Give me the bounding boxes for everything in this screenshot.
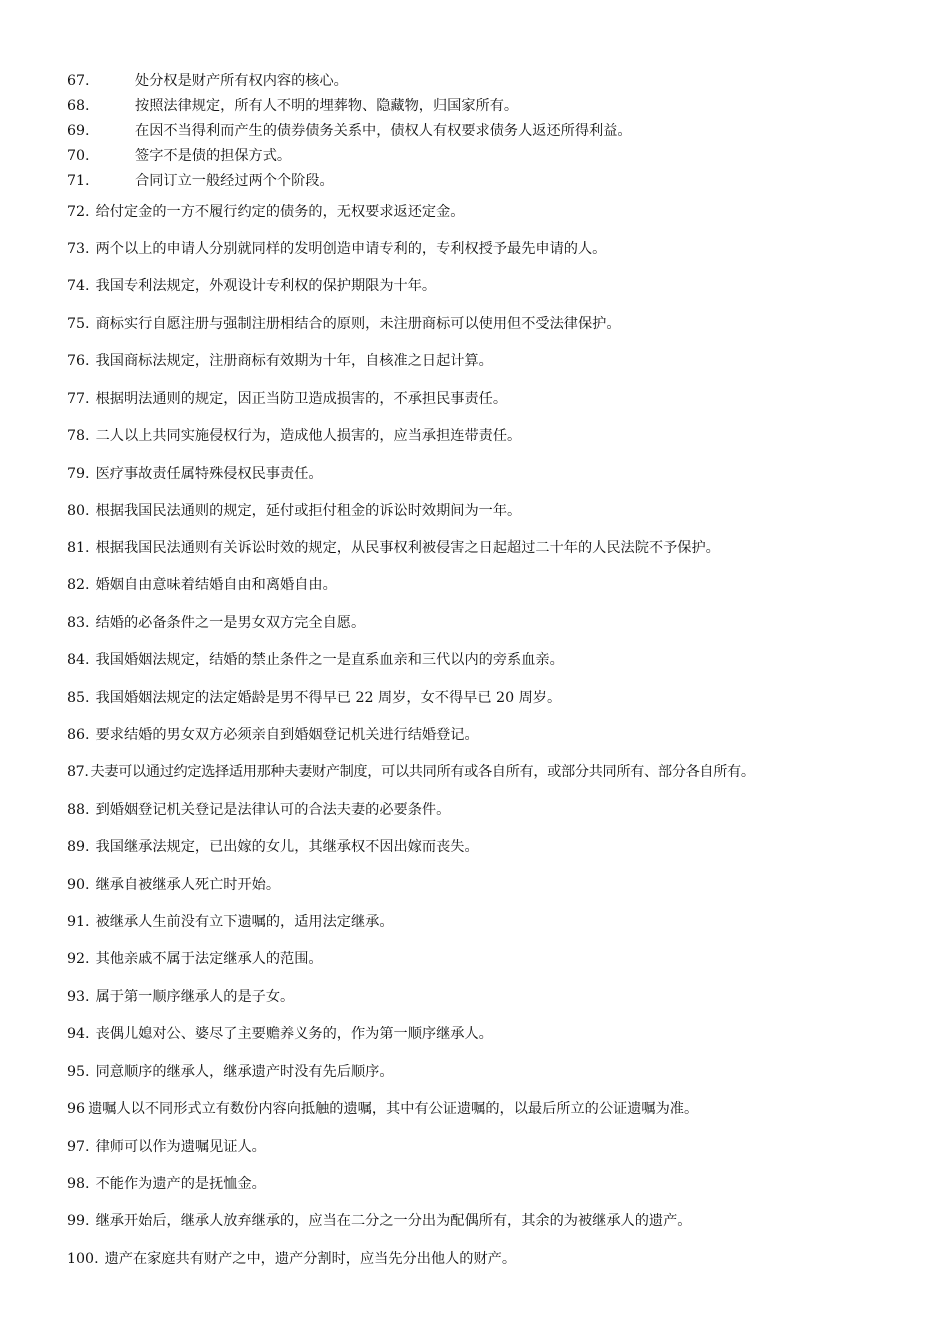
item-text: 属于第一顺序继承人的是子女。 bbox=[95, 989, 295, 1005]
item-text: 根据明法通则的规定，因正当防卫造成损害的，不承担民事责任。 bbox=[95, 391, 508, 407]
list-item bbox=[67, 72, 910, 90]
item-text: 我国继承法规定，已出嫁的女儿，其继承权不因出嫁而丧失。 bbox=[95, 839, 479, 855]
item-number: 98. bbox=[67, 1176, 90, 1192]
list-item bbox=[67, 1100, 910, 1118]
list-item bbox=[67, 352, 910, 370]
item-number: 86. bbox=[67, 727, 90, 743]
list-item bbox=[67, 614, 910, 632]
item-number: 100. bbox=[67, 1251, 99, 1267]
item-text: 遗产在家庭共有财产之中，遗产分割时，应当先分出他人的财产。 bbox=[104, 1251, 517, 1267]
list-item bbox=[67, 240, 910, 258]
item-number: 71. bbox=[67, 173, 90, 189]
item-number: 92. bbox=[67, 951, 90, 967]
list-item bbox=[67, 427, 910, 445]
list-item bbox=[67, 838, 910, 856]
item-number: 87. bbox=[67, 764, 89, 780]
item-text: 律师可以作为遗嘱见证人。 bbox=[95, 1139, 266, 1155]
item-number: 79. bbox=[67, 466, 90, 482]
item-number: 99. bbox=[67, 1213, 90, 1229]
item-text: 继承开始后，继承人放弃继承的，应当在二分之一分出为配偶所有，其余的为被继承人的遗产。 bbox=[95, 1213, 692, 1229]
list-item bbox=[67, 950, 910, 968]
item-text: 在因不当得利而产生的债券债务关系中，债权人有权要求债务人返还所得利益。 bbox=[135, 123, 632, 139]
item-number: 70. bbox=[67, 148, 90, 164]
item-number: 94. bbox=[67, 1026, 90, 1042]
list-item bbox=[67, 390, 910, 408]
item-number: 76. bbox=[67, 353, 90, 369]
item-number: 95. bbox=[67, 1064, 90, 1080]
item-number: 78. bbox=[67, 428, 90, 444]
item-text: 同意顺序的继承人，继承遗产时没有先后顺序。 bbox=[95, 1064, 394, 1080]
item-text: 不能作为遗产的是抚恤金。 bbox=[95, 1176, 266, 1192]
item-number: 90. bbox=[67, 877, 90, 893]
item-number: 93. bbox=[67, 989, 90, 1005]
item-text: 医疗事故责任属特殊侵权民事责任。 bbox=[95, 466, 323, 482]
list-item bbox=[67, 1025, 910, 1043]
list-item bbox=[67, 1138, 910, 1156]
item-text: 我国专利法规定，外观设计专利权的保护期限为十年。 bbox=[95, 278, 437, 294]
item-text: 处分权是财产所有权内容的核心。 bbox=[135, 73, 348, 89]
item-text: 要求结婚的男女双方必须亲自到婚姻登记机关进行结婚登记。 bbox=[95, 727, 479, 743]
item-number: 97. bbox=[67, 1139, 90, 1155]
item-number: 68. bbox=[67, 98, 90, 114]
item-number: 82. bbox=[67, 577, 90, 593]
item-number: 84. bbox=[67, 652, 90, 668]
item-text: 夫妻可以通过约定选择适用那种夫妻财产制度，可以共同所有或各自所有，或部分共同所有、部分各自所有。 bbox=[90, 764, 755, 780]
item-text: 我国商标法规定，注册商标有效期为十年，自核准之日起计算。 bbox=[95, 353, 493, 369]
item-number: 88. bbox=[67, 802, 90, 818]
list-item bbox=[67, 172, 910, 190]
item-number: 75. bbox=[67, 316, 90, 332]
list-item bbox=[67, 913, 910, 931]
item-text: 给付定金的一方不履行约定的债务的，无权要求返还定金。 bbox=[95, 204, 465, 220]
list-item bbox=[67, 988, 910, 1006]
list-item bbox=[67, 147, 910, 165]
list-item bbox=[67, 465, 910, 483]
item-number: 77. bbox=[67, 391, 90, 407]
item-text: 我国婚姻法规定的法定婚龄是男不得早已 22 周岁，女不得早已 20 周岁。 bbox=[95, 690, 562, 706]
item-number: 83. bbox=[67, 615, 90, 631]
item-text: 合同订立一般经过两个个阶段。 bbox=[135, 173, 334, 189]
list-item bbox=[67, 651, 910, 669]
list-item bbox=[67, 502, 910, 520]
list-item bbox=[67, 689, 910, 707]
item-text: 二人以上共同实施侵权行为，造成他人损害的，应当承担连带责任。 bbox=[95, 428, 522, 444]
item-text: 商标实行自愿注册与强制注册相结合的原则，未注册商标可以使用但不受法律保护。 bbox=[95, 316, 621, 332]
item-number: 91. bbox=[67, 914, 90, 930]
item-text: 根据我国民法通则有关诉讼时效的规定，从民事权利被侵害之日起超过二十年的人民法院不予保护。 bbox=[95, 540, 720, 556]
list-item bbox=[67, 122, 910, 140]
item-text: 按照法律规定，所有人不明的埋葬物、隐藏物，归国家所有。 bbox=[135, 98, 519, 114]
list-item bbox=[67, 763, 910, 781]
list-item bbox=[67, 1212, 910, 1230]
item-text: 我国婚姻法规定，结婚的禁止条件之一是直系血亲和三代以内的旁系血亲。 bbox=[95, 652, 564, 668]
item-text: 遗嘱人以不同形式立有数份内容向抵触的遗嘱，其中有公证遗嘱的，以最后所立的公证遗嘱为准。 bbox=[88, 1101, 699, 1117]
item-text: 到婚姻登记机关登记是法律认可的合法夫妻的必要条件。 bbox=[95, 802, 451, 818]
list-item bbox=[67, 1063, 910, 1081]
item-text: 根据我国民法通则的规定，延付或拒付租金的诉讼时效期间为一年。 bbox=[95, 503, 522, 519]
list-item bbox=[67, 539, 910, 557]
item-number: 80. bbox=[67, 503, 90, 519]
list-item bbox=[67, 801, 910, 819]
item-number: 74. bbox=[67, 278, 90, 294]
item-number: 81. bbox=[67, 540, 90, 556]
item-text: 两个以上的申请人分别就同样的发明创造申请专利的，专利权授予最先申请的人。 bbox=[95, 241, 607, 257]
item-number: 72. bbox=[67, 204, 90, 220]
item-number: 89. bbox=[67, 839, 90, 855]
list-item bbox=[67, 726, 910, 744]
list-item bbox=[67, 203, 910, 221]
item-number: 85. bbox=[67, 690, 90, 706]
item-number: 67. bbox=[67, 73, 90, 89]
list-item bbox=[67, 1175, 910, 1193]
item-text: 其他亲戚不属于法定继承人的范围。 bbox=[95, 951, 323, 967]
item-text: 继承自被继承人死亡时开始。 bbox=[95, 877, 281, 893]
list-item bbox=[67, 576, 910, 594]
item-text: 结婚的必备条件之一是男女双方完全自愿。 bbox=[95, 615, 366, 631]
item-number: 96 bbox=[67, 1101, 86, 1117]
item-text: 签字不是债的担保方式。 bbox=[135, 148, 292, 164]
list-item bbox=[67, 1250, 910, 1268]
list-item bbox=[67, 277, 910, 295]
item-number: 69. bbox=[67, 123, 90, 139]
item-number: 73. bbox=[67, 241, 90, 257]
item-text: 丧偶儿媳对公、婆尽了主要赡养义务的，作为第一顺序继承人。 bbox=[95, 1026, 493, 1042]
list-item bbox=[67, 315, 910, 333]
list-item bbox=[67, 876, 910, 894]
list-item bbox=[67, 97, 910, 115]
item-text: 被继承人生前没有立下遗嘱的，适用法定继承。 bbox=[95, 914, 394, 930]
item-text: 婚姻自由意味着结婚自由和离婚自由。 bbox=[95, 577, 337, 593]
